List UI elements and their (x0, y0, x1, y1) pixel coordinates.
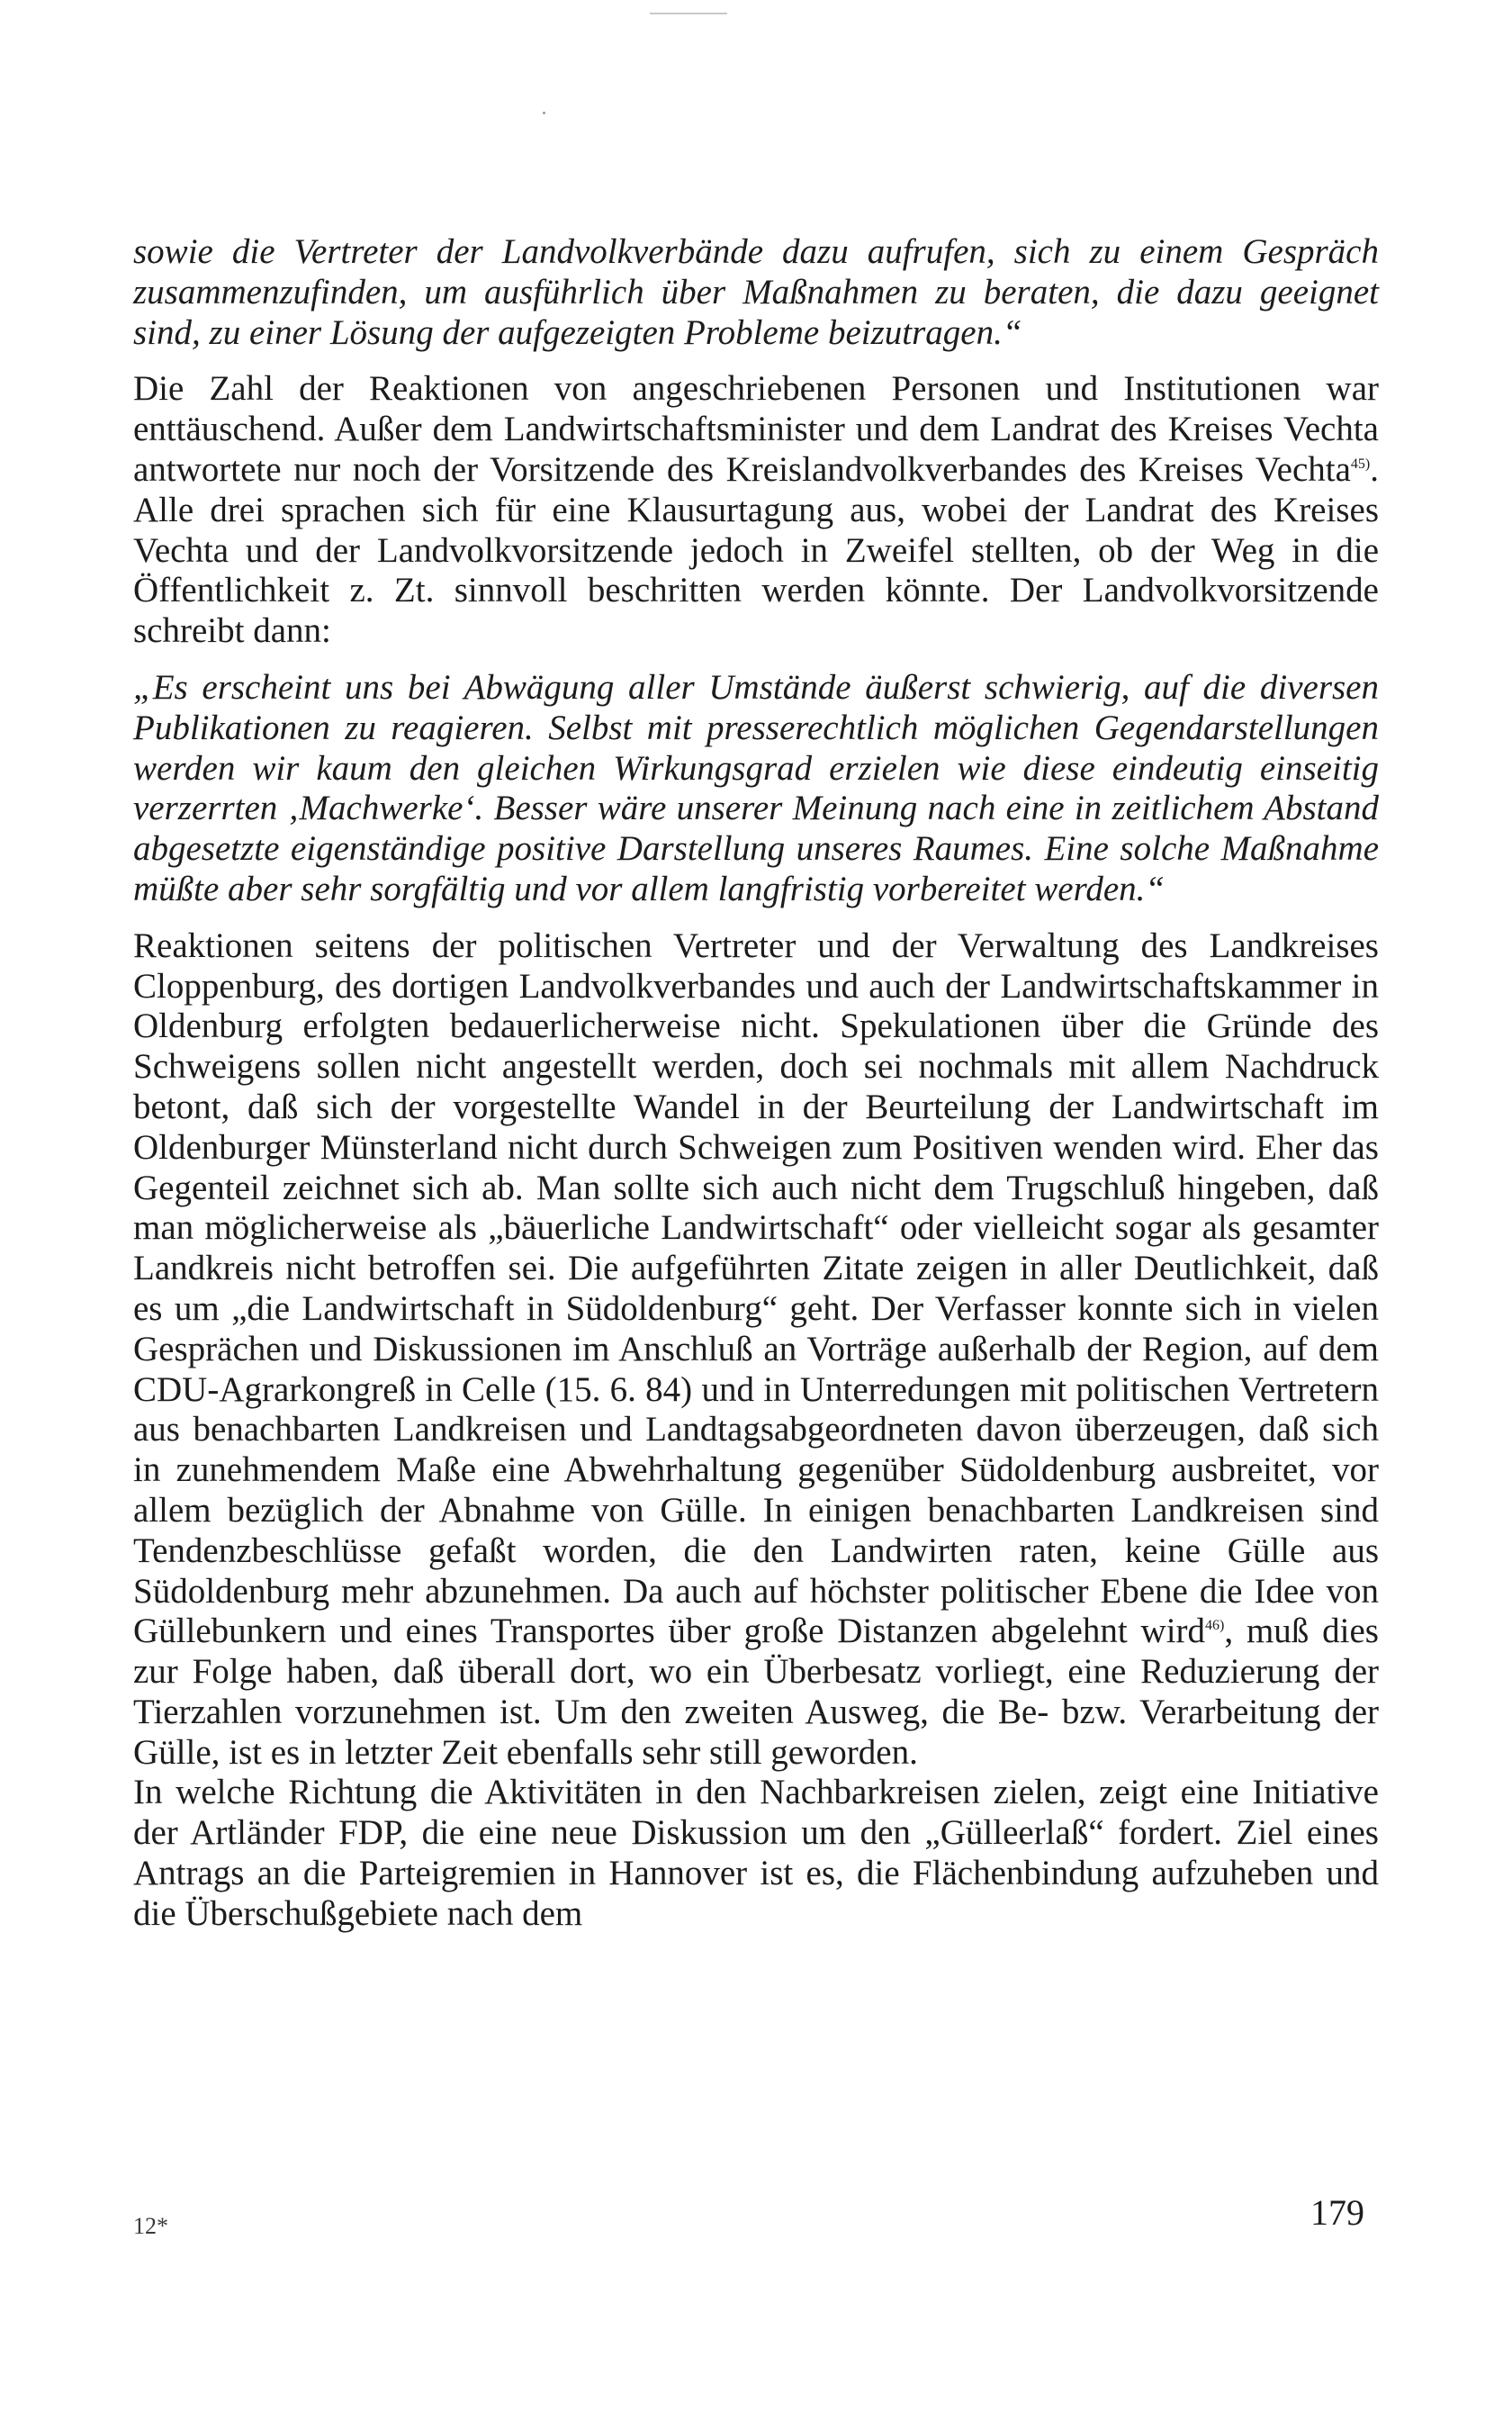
paragraph-text: , muß dies zur Folge haben, daß überall dort, wo ein Überbesatz vorliegt, eine Reduzierung der Tierzahlen vorzunehmen ist. Um den zweiten Ausweg, die Be- bzw. Verarbeitung der Gülle, ist es in letzter Zeit ebenfalls sehr still geworden. (133, 1612, 1379, 1772)
footnote-ref-46: 46) (1205, 1618, 1225, 1634)
paragraph-artland: In welche Richtung die Aktivitäten in den Nachbarkreisen zielen, zeigt eine Initiative der Artländer FDP, die eine neue Diskussion um den „Gülleerlaß“ fordert. Ziel eines Antrags an die Parteigremien in Hannover ist es, die Flächenbindung aufzuheben und die Überschußgebiete nach dem (133, 1773, 1379, 1933)
text-column (133, 232, 1379, 1951)
footnote-ref-45: 45) (1350, 456, 1371, 472)
paragraph-text: Reaktionen seitens der politischen Vertreter und der Verwaltung des Landkreises Cloppenburg, des dortigen Landvolkverbandes und auch der Landwirtschaftskammer in Oldenburg erfolgten bedauerlicherweise nicht. Spekulationen über die Gründe des Schweigens sollen nicht angestellt werden, doch sei nochmals mit allem Nachdruck betont, daß sich der vorgestellte Wandel in der Beurteilung der Landwirtschaft im Oldenburger Münsterland nicht durch Schweigen zum Positiven wenden wird. Eher das Gegenteil zeichnet sich ab. Man sollte sich auch nicht dem Trugschluß hingeben, daß man möglicherweise als „bäuerliche Landwirtschaft“ oder vielleicht sogar als gesamter Landkreis nicht betroffen sei. Die aufgeführten Zitate zeigen in aller Deutlichkeit, daß es um „die Landwirtschaft in Südoldenburg“ geht. Der Verfasser konnte sich in vielen Gesprächen und Diskussionen im Anschluß an Vorträge außerhalb der Region, auf dem CDU-Agrarkongreß in Celle (15. 6. 84) und in Unterredungen mit politischen Vertretern aus benachbarten Landkreisen und Landtagsabgeordneten davon überzeugen, daß sich in zunehmendem Maße eine Abwehrhaltung gegenüber Südoldenburg ausbreitet, vor allem bezüglich der Abnahme von Gülle. In einigen benachbarten Landkreisen sind Tendenzbeschlüsse gefaßt worden, die den Landwirten raten, keine Gülle aus Südoldenburg mehr abzunehmen. Da auch auf höchster politischer Ebene die Idee von Güllebunkern und eines Transportes über große Distanzen abgelehnt wird (133, 926, 1379, 1651)
paragraph-text: . Alle drei sprachen sich für eine Klausurtagung aus, wobei der Landrat des Kreises Vechta und der Landvolkvorsitzende jedoch in Zweifel stellten, ob der Weg in die Öffentlichkeit z. Zt. sinnvoll beschritten werden könnte. Der Landvolkvorsitzende schreibt dann: (133, 449, 1379, 651)
signature-mark: 12* (133, 2213, 168, 2239)
paragraph-cloppenburg (133, 926, 1379, 1774)
paragraph-text: Die Zahl der Reaktionen von angeschriebenen Personen und Institutionen war enttäuschend. Außer dem Landwirtschaftsminister und dem Landrat des Kreises Vechta antwortete nur noch der Vorsitzende des Kreislandvolkverbandes des Kreises Vechta (133, 369, 1379, 489)
scan-speck (543, 112, 545, 114)
paragraph-quote-end: sowie die Vertreter der Landvolkverbände dazu aufrufen, sich zu einem Gespräch zusammenzufinden, um ausführlich über Maßnahmen zu beraten, die dazu geeignet sind, zu einer Lösung der aufgezeigten Probleme beizutragen.“ (133, 232, 1379, 352)
page-number: 179 (1310, 2192, 1364, 2233)
scan-mark-top (650, 13, 727, 14)
paragraph-reactions (133, 369, 1379, 652)
paragraph-quote-landvolk: „Es erscheint uns bei Abwägung aller Umstände äußerst schwierig, auf die diversen Publikationen zu reagieren. Selbst mit presserechtlich möglichen Gegendarstellungen werden wir kaum den gleichen Wirkungsgrad erzielen wie diese eindeutig einseitig verzerrten ‚Machwerke‘. Besser wäre unserer Meinung nach eine in zeitlichem Abstand abgesetzte eigenständige positive Darstellung unseres Raumes. Eine solche Maßnahme müßte aber sehr sorgfältig und vor allem langfristig vorbereitet werden.“ (133, 667, 1379, 908)
